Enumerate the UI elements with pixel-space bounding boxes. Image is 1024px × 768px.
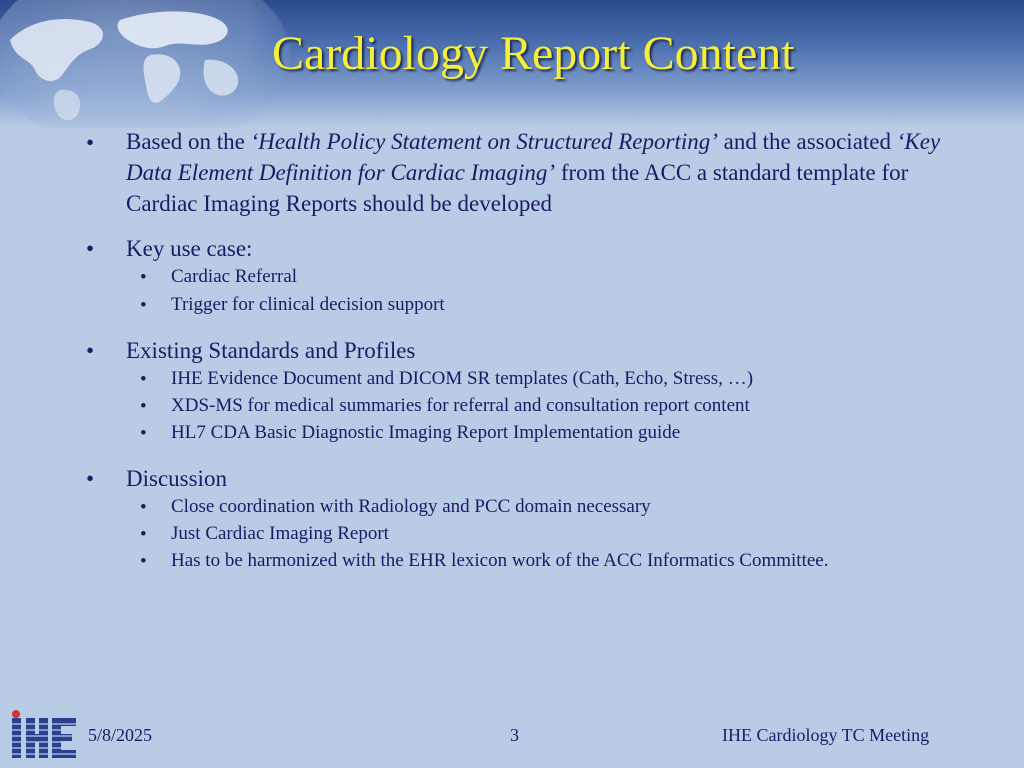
- sub-bullet-item: Trigger for clinical decision support: [171, 294, 445, 315]
- bullet-glyph: •: [86, 466, 95, 491]
- sub-bullet-glyph: •: [140, 423, 147, 444]
- sub-bullet-item: XDS-MS for medical summaries for referral and consultation report content: [171, 395, 750, 416]
- bullet-text: and the associated: [717, 129, 897, 154]
- bullet-item: Discussion: [126, 466, 227, 491]
- sub-bullet-item: IHE Evidence Document and DICOM SR templates (Cath, Echo, Stress, …): [171, 368, 754, 389]
- sub-bullet-item: Cardiac Referral: [171, 266, 298, 287]
- sub-bullet-glyph: •: [140, 369, 147, 390]
- footer-meeting: IHE Cardiology TC Meeting: [722, 725, 930, 745]
- bullet-item: [126, 126, 976, 219]
- footer-page-number: 3: [510, 725, 519, 745]
- ihe-logo: [6, 708, 80, 764]
- sub-bullet-glyph: •: [140, 497, 147, 518]
- sub-bullet-item: Close coordination with Radiology and PCC domain necessary: [171, 496, 651, 517]
- definition-title: ‘Key Data Element Definition for Cardiac Imaging’: [126, 129, 941, 185]
- footer-date: 5/8/2025: [88, 725, 153, 745]
- bullet-glyph: •: [86, 338, 95, 363]
- sub-bullet-glyph: •: [140, 524, 147, 545]
- sub-bullet-item: Has to be harmonized with the EHR lexicon work of the ACC Informatics Committee.: [171, 550, 829, 571]
- bullet-text: from the ACC a standard template for Cardiac Imaging Reports should be developed: [126, 160, 909, 216]
- bullet-glyph: •: [86, 236, 95, 261]
- sub-bullet-item: HL7 CDA Basic Diagnostic Imaging Report Implementation guide: [171, 422, 681, 443]
- sub-bullet-item: Just Cardiac Imaging Report: [171, 523, 389, 544]
- bullet-text: Based on the: [126, 129, 251, 154]
- bullet-glyph: •: [86, 130, 95, 155]
- bullet-item: Existing Standards and Profiles: [126, 338, 416, 363]
- bullet-item: Key use case:: [126, 236, 253, 261]
- sub-bullet-glyph: •: [140, 396, 147, 417]
- policy-title: ‘Health Policy Statement on Structured Reporting’: [250, 129, 718, 154]
- slide-title: Cardiology Report Content: [272, 27, 795, 80]
- sub-bullet-glyph: •: [140, 551, 147, 572]
- sub-bullet-glyph: •: [140, 267, 147, 288]
- sub-bullet-glyph: •: [140, 295, 147, 316]
